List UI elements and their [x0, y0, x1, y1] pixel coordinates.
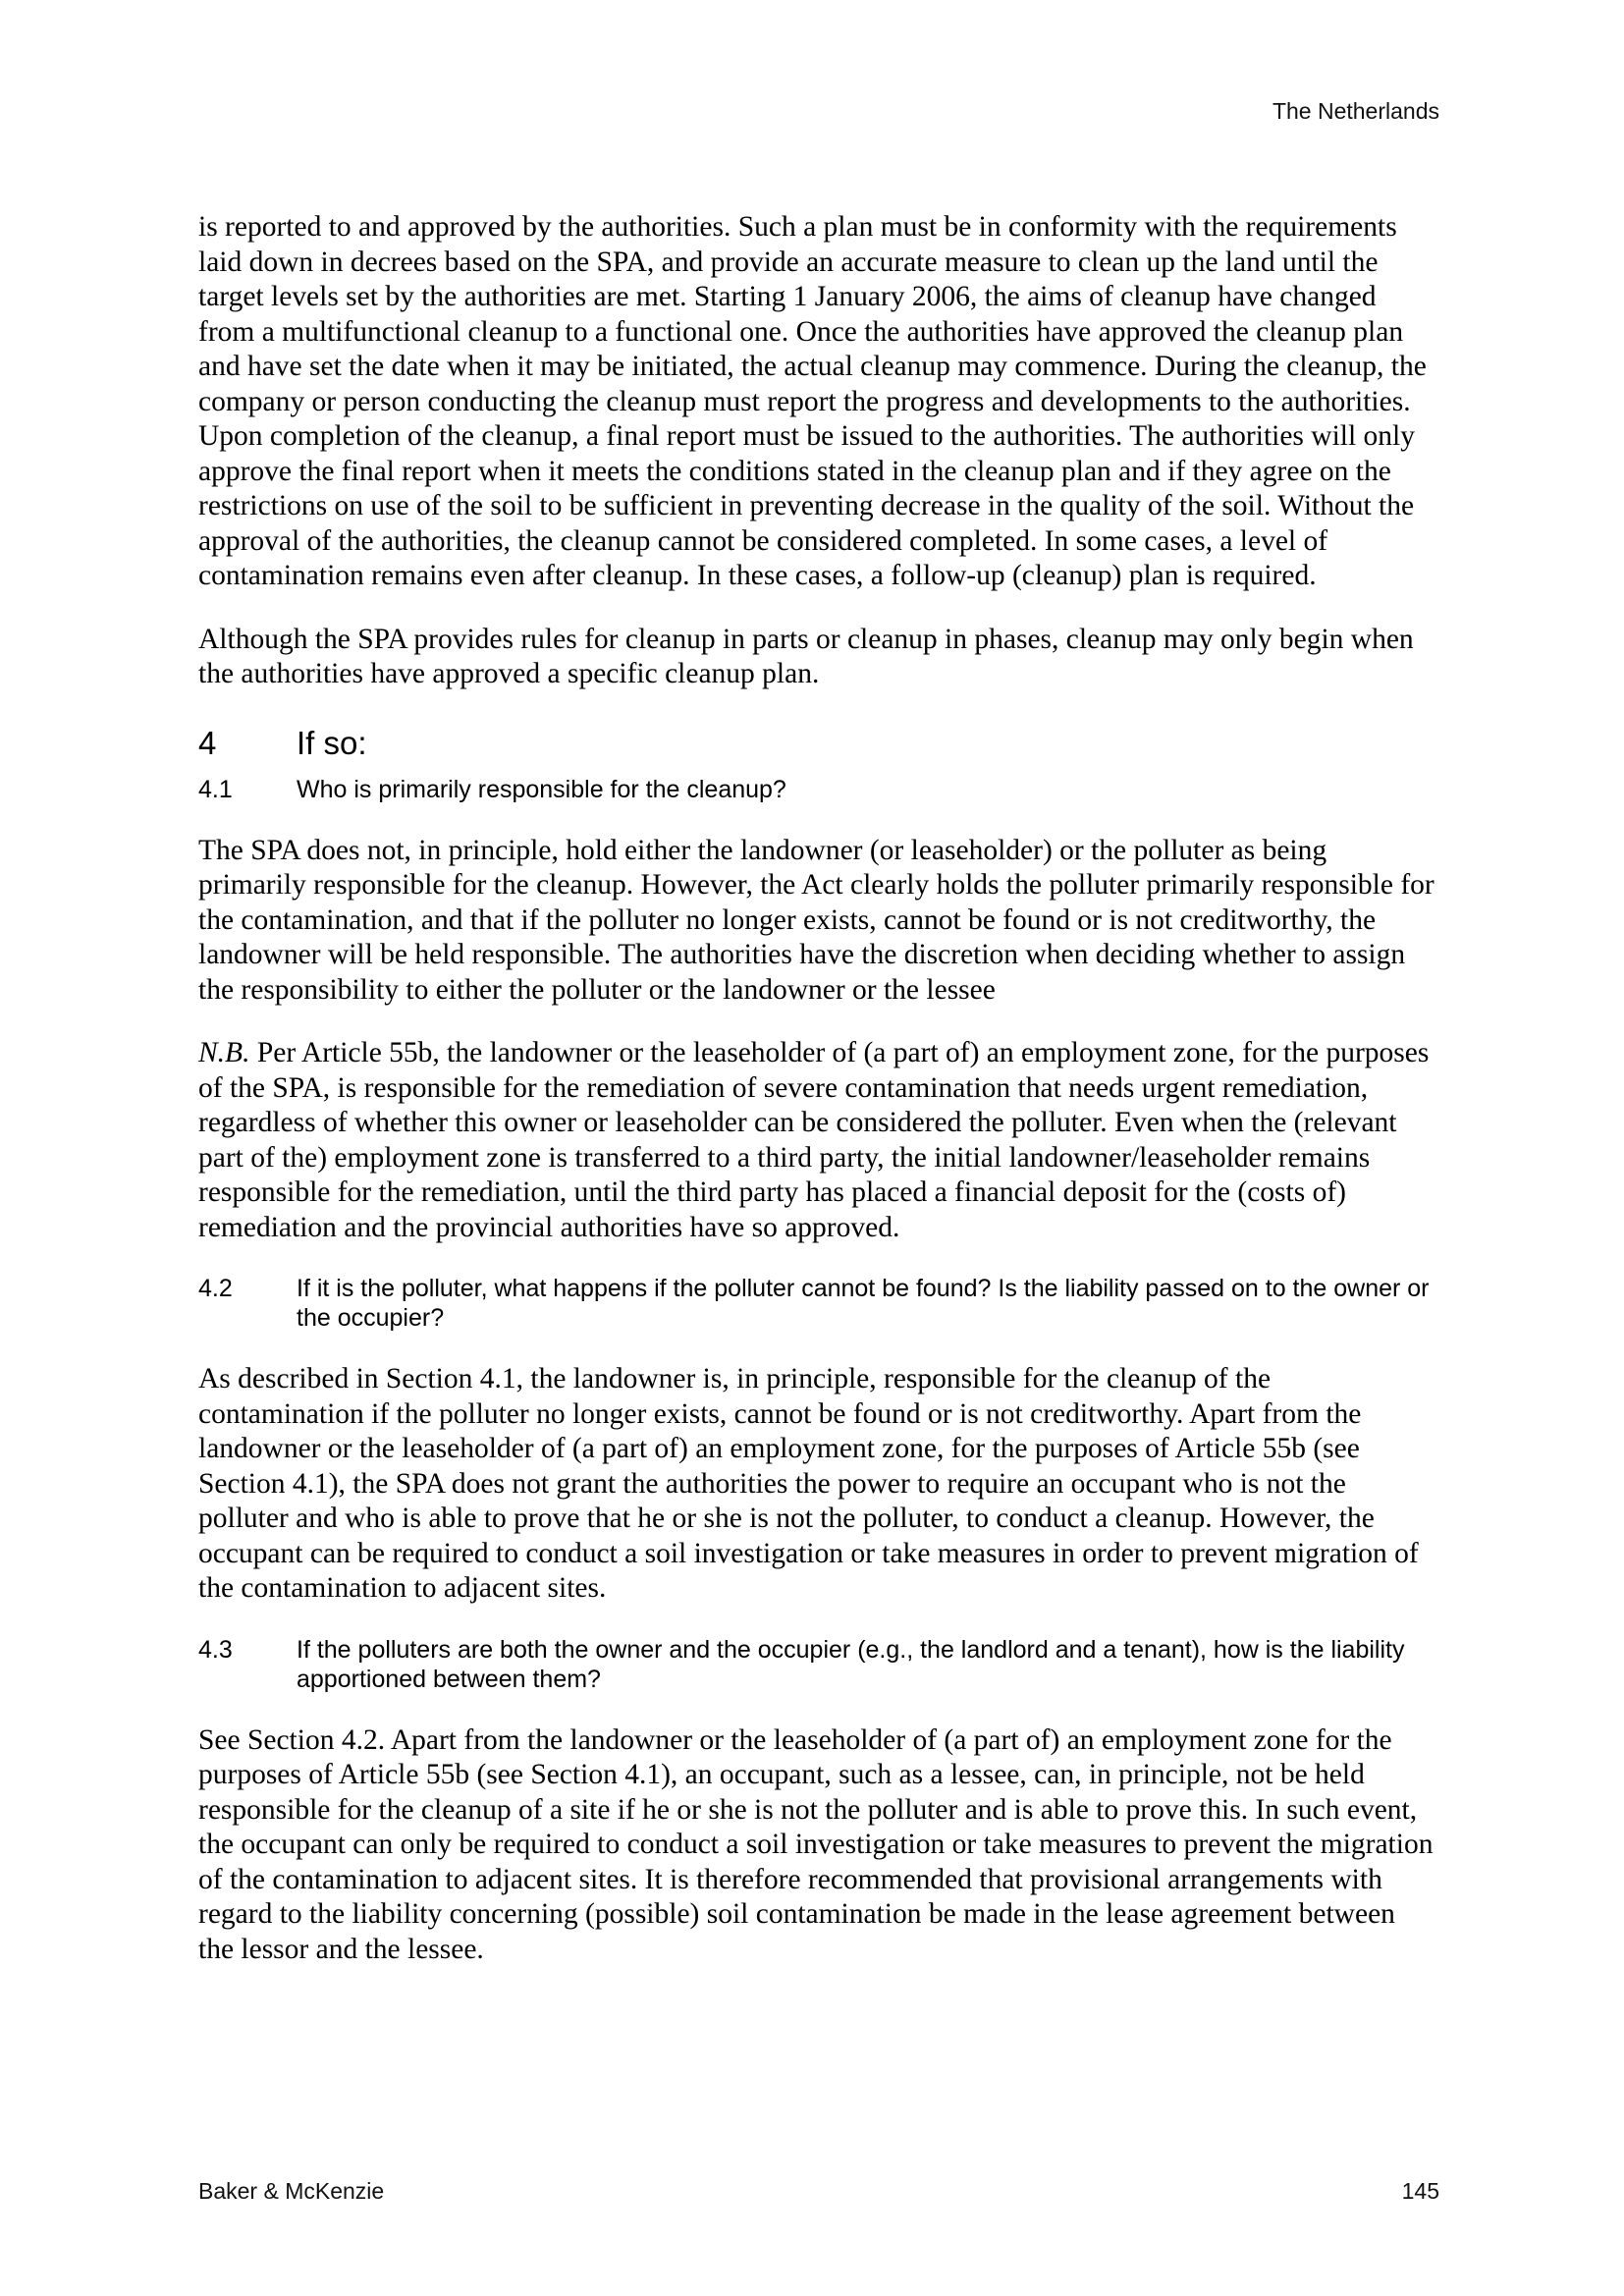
paragraph-cleanup-phases: Although the SPA provides rules for cleanup in parts or cleanup in phases, cleanup may only begin when the authorities have approved a specific cleanup plan. — [198, 623, 1414, 689]
section-4-heading — [198, 724, 1437, 763]
running-header-country: The Netherlands — [1272, 98, 1439, 124]
section-4-3-heading — [198, 1635, 1437, 1694]
section-4-1-heading — [198, 775, 1437, 804]
section-number: 4 — [198, 724, 217, 761]
subsection-number: 4.3 — [198, 1635, 233, 1664]
subsection-number: 4.1 — [198, 775, 233, 803]
section-title: If so: — [297, 724, 367, 761]
page-body — [198, 210, 1437, 1995]
subsection-title: Who is primarily responsible for the cleanup? — [297, 775, 786, 803]
paragraph-polluter-not-found: As described in Section 4.1, the landowner is, in principle, responsible for the cleanup of the contamination if the polluter no longer exists, cannot be found or is not creditworthy. Apart from the landowner or the leaseholder of (a part of) an employment zone, for the purposes of Article 55b (see Section 4.1), the SPA does not grant the authorities the power to require an occupant who is not the polluter and who is able to prove that he or she is not the polluter, to conduct a cleanup. However, the occupant can be required to conduct a soil investigation or take measures in order to prevent migration of the contamination to adjacent sites. — [198, 1363, 1419, 1604]
subsection-number: 4.2 — [198, 1275, 233, 1302]
section-4-2-heading — [198, 1274, 1437, 1333]
subsection-title: If the polluters are both the owner and the occupier (e.g., the landlord and a tenant), how is the liability apportioned between them? — [297, 1635, 1405, 1693]
footer-page-number: 145 — [1401, 2178, 1439, 2204]
paragraph-cleanup-plan: is reported to and approved by the authorities. Such a plan must be in conformity with the requirements laid down in decrees based on the SPA, and provide an accurate measure to clean up the land until the target levels set by the authorities are met. Starting 1 January 2006, the aims of cleanup have changed from a multifunctional cleanup to a functional one. Once the authorities have approved the cleanup plan and have set the date when it may be initiated, the actual cleanup may commence. During the cleanup, the company or person conducting the cleanup must report the progress and developments to the authorities. Upon completion of the cleanup, a final report must be issued to the authorities. The authorities will only approve the final report when it meets the conditions stated in the cleanup plan and if they agree on the restrictions on use of the soil to be sufficient in preventing decrease in the quality of the soil. Without the approval of the authorities, the cleanup cannot be considered completed. In some cases, a level of contamination remains even after cleanup. In these cases, a follow-up (cleanup) plan is required. — [198, 211, 1427, 591]
paragraph-primary-responsibility: The SPA does not, in principle, hold either the landowner (or leaseholder) or the polluter as being primarily responsible for the cleanup. However, the Act clearly holds the polluter primarily responsible for the contamination, and that if the polluter no longer exists, cannot be found or is not creditworthy, the landowner will be held responsible. The authorities have the discretion when deciding whether to assign the responsibility to either the polluter or the landowner or the lessee — [198, 834, 1435, 1006]
paragraph-nb-article-55b — [198, 1036, 1437, 1245]
nb-text: Per Article 55b, the landowner or the leaseholder of (a part of) an employment zone, for the purposes of the SPA, is responsible for the remediation of severe contamination that needs urgent remediation, regardless of whether this owner or leaseholder can be considered the polluter. Even when the (relevant part of the) employment zone is transferred to a third party, the initial landowner/leaseholder remains responsible for the remediation, until the third party has placed a financial deposit for the (costs of) remediation and the provincial authorities have so approved. — [198, 1037, 1430, 1243]
subsection-title: If it is the polluter, what happens if the polluter cannot be found? Is the liability passed on to the owner or the occupier? — [297, 1275, 1430, 1332]
footer-publisher: Baker & McKenzie — [198, 2178, 385, 2204]
nb-label: N.B. — [198, 1037, 250, 1068]
paragraph-owner-occupier: See Section 4.2. Apart from the landowner or the leaseholder of (a part of) an employment zone for the purposes of Article 55b (see Section 4.1), an occupant, such as a lessee, can, in principle, not be held responsible for the cleanup of a site if he or she is not the polluter and is able to prove this. In such event, the occupant can only be required to conduct a soil investigation or take measures to prevent the migration of the contamination to adjacent sites. It is therefore recommended that provisional arrangements with regard to the liability concerning (possible) soil contamination be made in the lease agreement between the lessor and the lessee. — [198, 1723, 1434, 1965]
